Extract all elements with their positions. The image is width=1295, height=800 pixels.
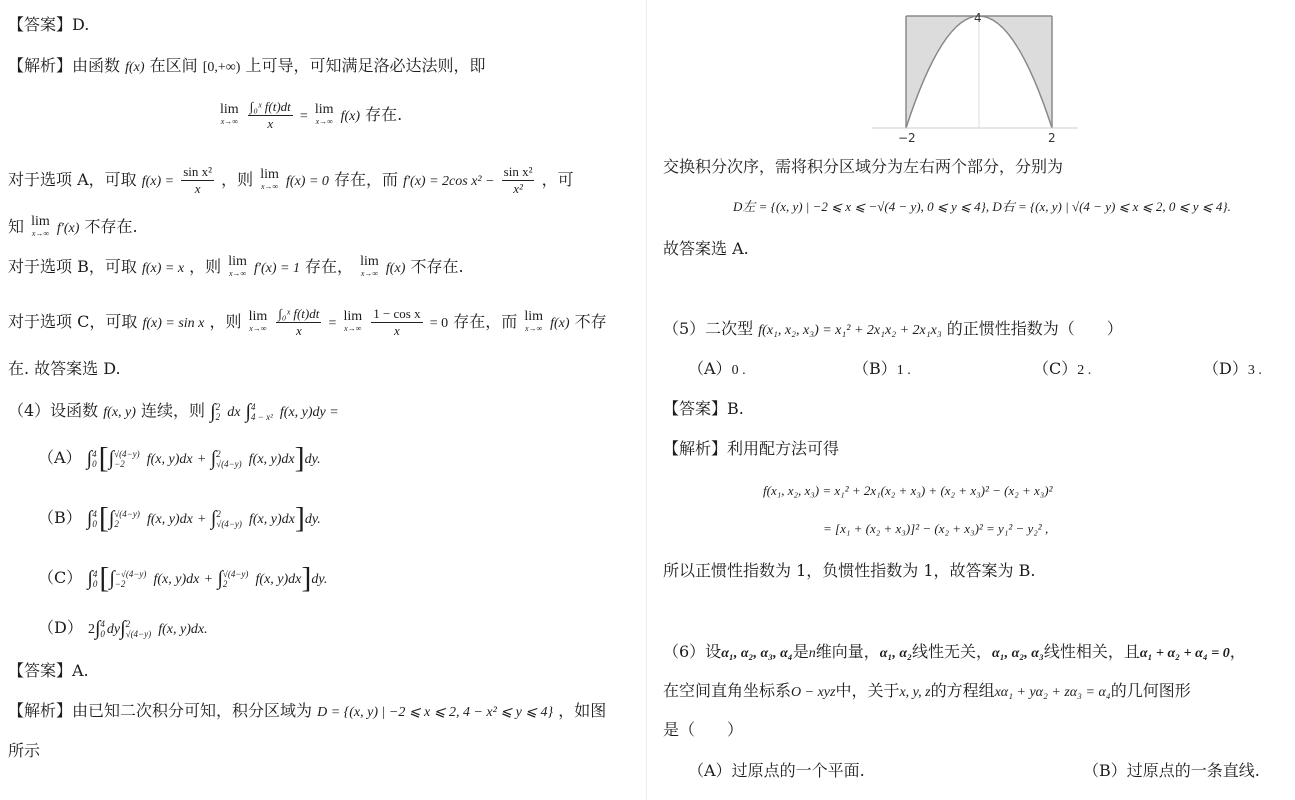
math: f′(x) = 2cos x² − [403, 174, 495, 189]
option-label: （B） [38, 508, 82, 527]
q6-stem-line1: （6）设α₁, α₂, α₃, α₄是n维向量，α₁, α₂线性无关，α₁, α₂, α₃线性相关，且α₁ + α₂ + α₄ = 0， [663, 642, 1246, 661]
q4-analysis [8, 700, 606, 724]
limit: lim x→∞ [31, 213, 50, 238]
q6-option-a: （A）过原点的一个平面. [688, 761, 865, 780]
text: （4）设函数 [8, 401, 99, 420]
q5-answer: 【答案】B. [663, 399, 744, 418]
q4-option-d: （D） 2∫ 4 0 dy∫ 2 √(4−y) f(x, y)dx. [38, 617, 208, 640]
math: f(x) = sin x [142, 316, 205, 331]
split-domains: D左 = {(x, y) | −2 ⩽ x ⩽ −√(4 − y), 0 ⩽ y ⩽ 4}, D右 = {(x, y) | √(4 − y) ⩽ x ⩽ 2, 0 ⩽ y ⩽ 4}. [733, 199, 1231, 214]
fraction: $\frac{\text{∫₀ˣ f(t)dt}}{x}$ [249, 99, 291, 131]
text: 对于选项 A，可取 [8, 170, 137, 189]
q4-answer: 【答案】A. [8, 661, 89, 680]
q5-conclusion: 所以正惯性指数为 1，负惯性指数为 1，故答案为 B. [663, 561, 1036, 580]
fraction: $\frac{\text{sin x²}}{x}$ [183, 164, 213, 196]
math: f′(x) [56, 221, 80, 236]
math: f(x₁, x₂, x₃) = x₁² + 2x₁x₂ + 2x₁x₃ [758, 323, 942, 338]
option-c-analysis-cont: 在. 故答案选 D. [8, 359, 121, 378]
text: 知 [8, 217, 25, 236]
text: ，可 [541, 170, 574, 189]
text: 存在. [365, 105, 403, 124]
q4-option-a: （A） ∫ 4 0 [∫ √(4−y) −2 f(x, y)dx + ∫ 2 √(4−y) f(x, y)dx]dy. [38, 441, 321, 475]
x-label-2: 2 [1048, 131, 1056, 145]
text: 不存在. [84, 217, 138, 236]
limit: lim x→∞ [228, 253, 247, 278]
q5-analysis: 【解析】利用配方法可得 [663, 439, 840, 458]
math: f(x) [340, 109, 361, 124]
math: [0,+∞) [202, 60, 241, 75]
text: ，则 [221, 170, 254, 189]
option-a-analysis [8, 160, 574, 202]
option-label: （A） [38, 448, 82, 467]
limit: lim x→∞ [343, 308, 363, 333]
q5-option-b: （B）1 . [853, 359, 911, 378]
math: = 0 [429, 316, 449, 331]
text: 连续，则 [141, 401, 206, 420]
swap-order-text: 交换积分次序，需将积分区域分为左右两个部分，分别为 [663, 157, 1064, 176]
math: f(x) [125, 60, 145, 75]
x-label-neg2: −2 [898, 131, 916, 145]
text: 在区间 [149, 56, 198, 75]
text: （5）二次型 [663, 319, 754, 338]
q4-analysis-cont: 所示 [8, 741, 41, 760]
limit: lim x→∞ [314, 101, 334, 126]
math: f′(x) = 1 [254, 261, 300, 276]
q5-option-d: （D）3 . [1203, 359, 1262, 378]
q5-option-c: （C）2 . [1033, 359, 1092, 378]
math: D = {(x, y) | −2 ⩽ x ⩽ 2, 4 − x² ⩽ y ⩽ 4} [317, 705, 554, 720]
q5-option-a: （A）0 . [688, 359, 746, 378]
q4-choose-a: 故答案选 A. [663, 239, 749, 258]
equals: = [299, 109, 308, 124]
lhopital-formula [218, 95, 402, 137]
math: f(x) [550, 316, 570, 331]
text: 存在，而 [453, 312, 518, 331]
text: 存在， [305, 257, 354, 276]
text: 对于选项 B，可取 [8, 257, 137, 276]
math: dx [227, 405, 241, 420]
integral-sign: ∫ [210, 400, 216, 423]
left-column [0, 0, 645, 800]
q4-option-c: （C） ∫ 4 0 [∫ −√(4−y) −2 f(x, y)dx + ∫ √(4−y) 2 f(x, y)dx]dy. [38, 561, 328, 595]
integral-limits: 2 2 [215, 401, 221, 422]
q3-analysis [8, 55, 486, 79]
y-label-4: 4 [974, 11, 982, 25]
option-c-analysis [8, 300, 607, 346]
q5-equation-2: = [x₁ + (x₂ + x₃)]² − (x₂ + x₃)² = y₁² − y₂² , [823, 521, 1049, 536]
q4-stem [8, 396, 339, 428]
text: 【解析】由已知二次积分可知，积分区域为 [8, 701, 313, 720]
text: 的正惯性指数为（ ） [946, 319, 1123, 338]
q5-stem [663, 318, 1123, 342]
math: f(x) [385, 261, 406, 276]
math: f(x, y) [103, 405, 136, 420]
text: 不存 [574, 312, 607, 331]
limit: lim x→∞ [248, 308, 268, 333]
text: ，则 [209, 312, 242, 331]
q6-stem-line2: 在空间直角坐标系O − xyz中，关于x, y, z的方程组xα₁ + yα₂ + zα₃ = α₄的几何图形 [663, 681, 1191, 700]
option-label: （D） [38, 618, 83, 637]
integral-limits: 4 4 − x² [251, 401, 273, 422]
fraction: $\frac{\text{∫₀ˣ f(t)dt}}{x}$ [278, 306, 320, 338]
text: 上可导，可知满足洛必达法则，即 [245, 56, 486, 75]
limit: lim x→∞ [260, 166, 279, 191]
q4-option-b: （B） ∫ 4 0 [∫ √(4−y) 2 f(x, y)dx + ∫ 2 √(4−y) f(x, y)dx]dy. [38, 501, 321, 535]
q6-option-b: （B）过原点的一条直线. [1083, 761, 1260, 780]
option-a-analysis-cont [8, 212, 138, 244]
text: 对于选项 C，可取 [8, 312, 138, 331]
right-column [648, 0, 1295, 800]
text: 存在，而 [333, 170, 398, 189]
math: f(x) = x [141, 261, 185, 276]
column-divider [646, 0, 647, 800]
integral-sign: ∫ [245, 400, 252, 423]
text: ，如图 [558, 701, 607, 720]
text: 不存在. [410, 257, 464, 276]
q5-equation-1: f(x₁, x₂, x₃) = x₁² + 2x₁(x₂ + x₃) + (x₂ + x₃)² − (x₂ + x₃)² [763, 483, 1053, 498]
option-b-analysis [8, 252, 464, 284]
fraction: $\frac{\text{sin x²}}{\text{x²}}$ [503, 164, 533, 196]
math: f(x) = 0 [286, 174, 329, 189]
math: f(x, y)dy = [279, 405, 339, 420]
text: 【解析】由函数 [8, 56, 121, 75]
text: ，则 [189, 257, 222, 276]
option-label: （C） [38, 568, 83, 587]
limit: lim x→∞ [220, 101, 239, 126]
limit: lim x→∞ [524, 308, 543, 333]
equals: = [328, 316, 337, 331]
fraction: $\frac{\text{1 − cos x}}{x}$ [373, 306, 421, 338]
q6-stem-line3: 是（ ） [663, 720, 744, 739]
math: f(x) = [141, 174, 175, 189]
q3-answer: 【答案】D. [8, 15, 90, 34]
limit: lim x→∞ [360, 253, 379, 278]
